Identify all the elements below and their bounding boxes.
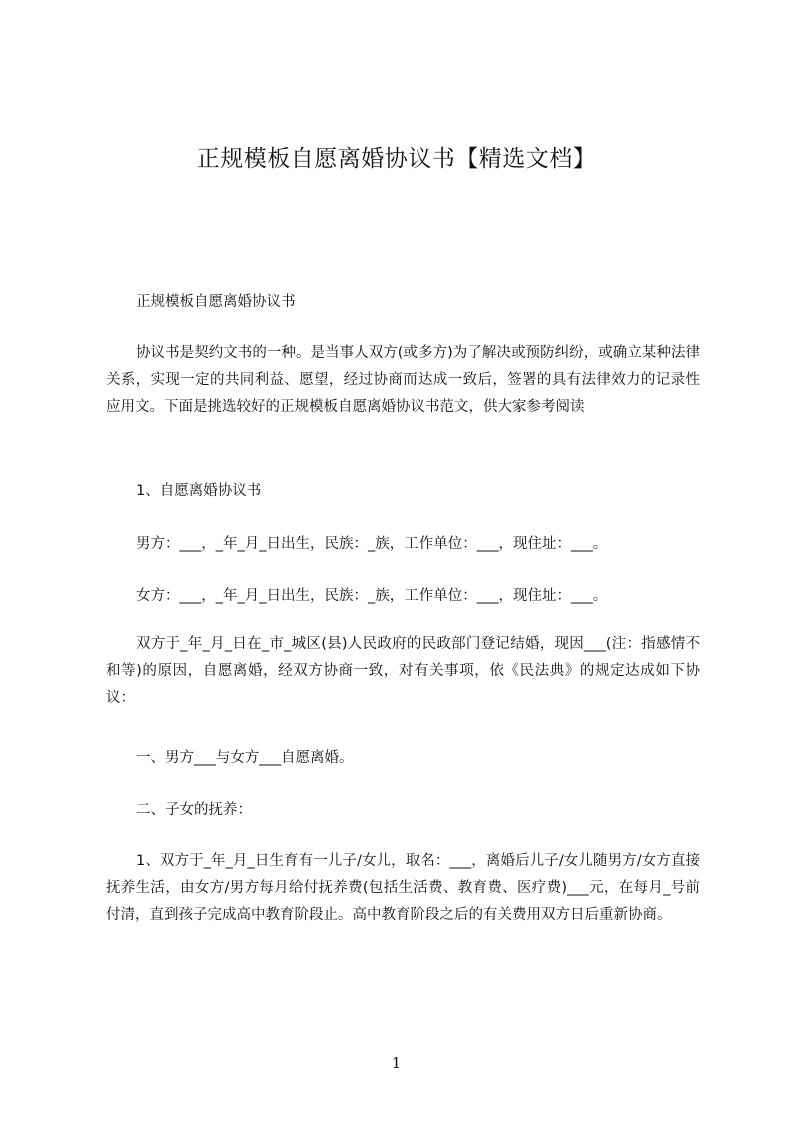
intro-paragraph: 协议书是契约文书的一种。是当事人双方(或多方)为了解决或预防纠纷，或确立某种法律关系，实现一定的共同利益、愿望，经过协商而达成一致后，签署的具有法律效力的记录性应用文。下面是挑选较好的正规模板自愿离婚协议书范文，供大家参考阅读 [106,345,700,415]
page-number: 1 [391,1054,402,1072]
woman-info-line: 女方：___，_年_月_日出生，民族：_族，工作单位：___，现住址：___。 [136,588,608,604]
section-heading: 1、自愿离婚协议书 [136,483,262,499]
man-info-line: 男方：___，_年_月_日出生，民族：_族，工作单位：___，现住址：___。 [136,536,608,552]
clause-two-heading: 二、子女的抚养： [136,802,252,818]
marriage-paragraph: 双方于_年_月_日在_市_城区(县)人民政府的民政部门登记结婚，现因___(注：指感情不和等)的原因，自愿离婚，经双方协商一致，对有关事项，依《民法典》的规定达成如下协议： [106,636,700,706]
document-subtitle: 正规模板自愿离婚协议书 [136,294,296,310]
clause-one: 一、男方___与女方___自愿离婚。 [136,750,354,766]
document-title: 正规模板自愿离婚协议书【精选文档】 [196,146,597,172]
child-support-paragraph: 1、双方于_年_月_日生育有一儿子/女儿，取名：___，离婚后儿子/女儿随男方/女方直接抚养生活，由女方/男方每月给付抚养费(包括生活费、教育费、医疗费)___元，在每月_号前付清，直到孩子完成高中教育阶段止。高中教育阶段之后的有关费用双方日后重新协商。 [106,853,700,923]
